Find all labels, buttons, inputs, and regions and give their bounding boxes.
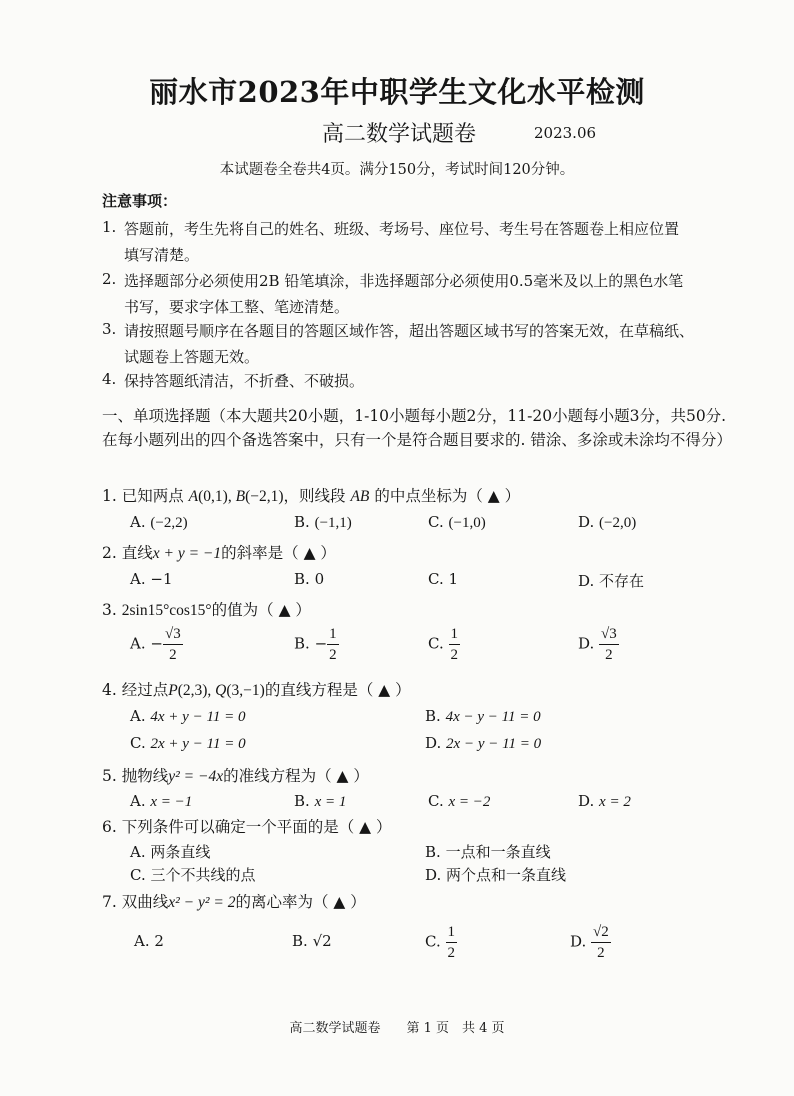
q7-option-d-denominator: 2 <box>597 945 605 961</box>
q4-point-q-coords: (3,−1) <box>226 682 265 699</box>
q5-pre: 抛物线 <box>121 767 169 785</box>
q7-option-d-fraction <box>591 922 611 963</box>
q7-option-c-fraction <box>446 922 458 963</box>
q1-segment: AB <box>350 488 370 505</box>
q1-option-a[interactable] <box>130 513 188 532</box>
q3-option-c-fraction <box>449 624 461 665</box>
question-2 <box>102 541 336 563</box>
q2-option-c-label: C. <box>428 570 444 588</box>
q1-point-a-coords: (0,1), <box>198 488 236 505</box>
q3-num: 3. <box>102 601 117 619</box>
q7-num: 7. <box>102 893 117 911</box>
q6-option-a-label: A. <box>130 843 146 861</box>
q7-option-b[interactable] <box>292 932 332 950</box>
question-6 <box>102 815 392 837</box>
q3-option-d[interactable] <box>578 624 619 665</box>
q4-option-d[interactable] <box>425 734 541 753</box>
q4-option-c[interactable] <box>130 734 246 753</box>
q5-post: 的准线方程为（ ▲ ） <box>223 767 369 785</box>
q6-option-a-text: 两条直线 <box>150 843 211 861</box>
q1-post: 的中点坐标为（ ▲ ） <box>374 487 521 505</box>
q5-num: 5. <box>102 767 117 785</box>
q4-point-p-coords: (2,3), <box>177 682 216 699</box>
q5-option-a-label: A. <box>130 792 146 810</box>
q7-option-b-label: B. <box>292 932 308 950</box>
notes-heading: 注意事项： <box>102 192 178 210</box>
note-1-num: 1. <box>102 218 117 236</box>
q7-equation: x² − y² = 2 <box>168 894 236 911</box>
exam-intro: 本试题卷全卷共4页。满分150分，考试时间120分钟。 <box>219 162 575 178</box>
exam-date: 2023.06 <box>534 124 597 142</box>
q3-option-c[interactable] <box>428 624 460 665</box>
q1-option-b[interactable] <box>294 513 352 532</box>
q1-option-c-label: C. <box>428 513 444 531</box>
q6-text: 下列条件可以确定一个平面的是（ ▲ ） <box>121 818 392 836</box>
q5-option-c[interactable] <box>428 792 490 811</box>
note-1-line2: 填写清楚。 <box>124 246 200 264</box>
q3-post: 的值为（ ▲ ） <box>211 601 311 619</box>
q5-option-b-label: B. <box>294 792 310 810</box>
q2-option-a[interactable] <box>130 570 173 588</box>
q2-option-d[interactable] <box>578 570 644 591</box>
q6-option-d-label: D. <box>425 866 442 884</box>
q4-option-b[interactable] <box>425 707 541 726</box>
q2-num: 2. <box>102 544 117 562</box>
q2-pre: 直线 <box>121 544 153 562</box>
q5-option-d-label: D. <box>578 792 595 810</box>
q3-option-c-numerator: 1 <box>449 624 461 645</box>
note-4-num: 4. <box>102 370 117 388</box>
q6-option-a[interactable] <box>130 841 210 862</box>
q6-option-b-text: 一点和一条直线 <box>445 843 551 861</box>
q4-option-b-label: B. <box>425 707 441 725</box>
question-5 <box>102 764 369 786</box>
q7-option-b-text: √2 <box>312 932 332 950</box>
note-3-num: 3. <box>102 320 117 338</box>
q1-mid: ，则线段 <box>283 487 346 505</box>
q2-option-b-text: 0 <box>314 570 325 588</box>
q7-option-d-numerator: √2 <box>591 922 611 943</box>
q6-option-c[interactable] <box>130 864 256 885</box>
q3-option-a-fraction <box>163 624 183 665</box>
q1-option-d-label: D. <box>578 513 595 531</box>
q2-option-d-label: D. <box>578 572 595 590</box>
q1-option-c-text: (−1,0) <box>448 515 486 531</box>
q4-point-q: Q <box>215 682 227 699</box>
q3-option-c-label: C. <box>428 634 444 653</box>
q5-option-a-text: x = −1 <box>150 794 193 810</box>
q2-option-b[interactable] <box>294 570 324 588</box>
exam-subtitle: 高二数学试题卷 <box>322 122 477 147</box>
q6-option-d-text: 两个点和一条直线 <box>446 866 567 884</box>
q6-option-c-label: C. <box>130 866 146 884</box>
q5-option-d-text: x = 2 <box>599 794 631 810</box>
q3-option-a-denominator: 2 <box>169 647 177 663</box>
page-footer: 高二数学试题卷 第 1 页 共 4 页 <box>289 1021 505 1036</box>
q4-option-a-label: A. <box>130 707 146 725</box>
q1-option-a-text: (−2,2) <box>150 515 188 531</box>
q2-option-a-label: A. <box>130 570 146 588</box>
question-4 <box>102 678 411 700</box>
q6-option-d[interactable] <box>425 864 566 885</box>
q1-option-d[interactable] <box>578 513 636 532</box>
q6-option-c-text: 三个不共线的点 <box>150 866 256 884</box>
q1-num: 1. <box>102 487 117 505</box>
note-4-line1: 保持答题纸清洁，不折叠、不破损。 <box>124 372 365 390</box>
q4-option-a[interactable] <box>130 707 245 726</box>
q3-option-b-sign: − <box>314 634 328 653</box>
q3-option-b-denominator: 2 <box>329 647 337 663</box>
q5-equation: y² = −4x <box>168 768 224 785</box>
q3-option-b-fraction <box>327 624 339 665</box>
q7-option-c-numerator: 1 <box>446 922 458 943</box>
q1-option-c[interactable] <box>428 513 486 532</box>
q7-option-a-text: 2 <box>154 932 164 950</box>
q3-option-d-fraction <box>599 624 619 665</box>
q3-option-a[interactable] <box>130 624 183 665</box>
q2-post: 的斜率是（ ▲ ） <box>221 544 336 562</box>
q5-option-b-text: x = 1 <box>314 794 347 810</box>
q1-point-b: B <box>235 488 246 505</box>
q4-option-c-label: C. <box>130 734 146 752</box>
q7-option-c[interactable] <box>425 922 457 963</box>
q4-option-d-label: D. <box>425 734 442 752</box>
note-2-num: 2. <box>102 270 117 288</box>
q5-option-c-text: x = −2 <box>448 794 491 810</box>
q4-post: 的直线方程是（ ▲ ） <box>264 681 411 699</box>
q7-post: 的离心率为（ ▲ ） <box>235 893 366 911</box>
q7-option-a-label: A. <box>134 932 150 950</box>
q2-option-b-label: B. <box>294 570 310 588</box>
q5-option-d[interactable] <box>578 792 631 811</box>
q2-option-c-text: 1 <box>448 570 459 588</box>
q7-option-a[interactable] <box>134 932 164 950</box>
q3-option-d-label: D. <box>578 634 595 653</box>
q6-option-b-label: B. <box>425 843 441 861</box>
note-3-line2: 试题卷上答题无效。 <box>124 348 260 366</box>
q2-equation: x + y = −1 <box>152 545 222 562</box>
q4-option-c-text: 2x + y − 11 = 0 <box>150 736 246 752</box>
q3-option-a-sign: − <box>150 634 163 653</box>
q4-option-d-text: 2x − y − 11 = 0 <box>446 736 542 752</box>
q7-pre: 双曲线 <box>121 893 169 911</box>
q7-option-d[interactable] <box>570 922 611 963</box>
q6-num: 6. <box>102 818 117 836</box>
q4-option-b-text: 4x − y − 11 = 0 <box>445 709 541 725</box>
section-1-heading: 一、单项选择题（本大题共20小题，1-10小题每小题2分，11-20小题每小题3分，共50分. 在每小题列出的四个备选答案中，只有一个是符合题目要求的. 错涂、多涂或未涂均不得分） <box>102 407 732 449</box>
question-3 <box>102 598 311 620</box>
q1-option-b-text: (−1,1) <box>314 515 352 531</box>
q3-option-c-denominator: 2 <box>450 647 458 663</box>
q1-pre: 已知两点 <box>121 487 189 505</box>
q3-option-b-numerator: 1 <box>327 624 339 645</box>
q1-point-a: A <box>188 488 199 505</box>
q3-option-d-numerator: √3 <box>599 624 619 645</box>
q5-option-b[interactable] <box>294 792 346 811</box>
q3-option-b-label: B. <box>294 634 310 653</box>
q1-point-b-coords: (−2,1) <box>245 488 284 505</box>
q7-option-c-denominator: 2 <box>447 945 455 961</box>
exam-title: 丽水市2023年中职学生文化水平检测 <box>149 75 645 109</box>
question-7 <box>102 890 366 912</box>
q1-option-a-label: A. <box>130 513 146 531</box>
q2-option-a-text: −1 <box>150 570 173 588</box>
q2-option-c[interactable] <box>428 570 458 588</box>
q4-num: 4. <box>102 681 117 699</box>
q4-option-a-text: 4x + y − 11 = 0 <box>150 709 246 725</box>
q3-option-a-numerator: √3 <box>163 624 183 645</box>
q1-option-b-label: B. <box>294 513 310 531</box>
q4-point-p: P <box>168 682 178 699</box>
note-2-line1: 选择题部分必须使用2B 铅笔填涂，非选择题部分必须使用0.5毫米及以上的黑色水笔 <box>124 272 684 290</box>
q3-option-a-label: A. <box>130 634 146 653</box>
q6-option-b[interactable] <box>425 841 551 862</box>
q7-option-c-label: C. <box>425 932 441 951</box>
q3-expression: 2sin15°cos15° <box>121 602 212 619</box>
note-1-line1: 答题前，考生先将自己的姓名、班级、考场号、座位号、考生号在答题卷上相应位置 <box>124 220 680 238</box>
note-3-line1: 请按照题号顺序在各题目的答题区域作答，超出答题区域书写的答案无效，在草稿纸、 <box>124 322 695 340</box>
q3-option-d-denominator: 2 <box>605 647 613 663</box>
q5-option-c-label: C. <box>428 792 444 810</box>
q7-option-d-label: D. <box>570 932 587 951</box>
q3-option-b[interactable] <box>294 624 339 665</box>
q1-option-d-text: (−2,0) <box>599 515 637 531</box>
q2-option-d-text: 不存在 <box>599 572 645 590</box>
question-1 <box>102 484 520 506</box>
q4-pre: 经过点 <box>121 681 169 699</box>
q5-option-a[interactable] <box>130 792 192 811</box>
note-2-line2: 书写，要求字体工整、笔迹清楚。 <box>124 298 350 316</box>
